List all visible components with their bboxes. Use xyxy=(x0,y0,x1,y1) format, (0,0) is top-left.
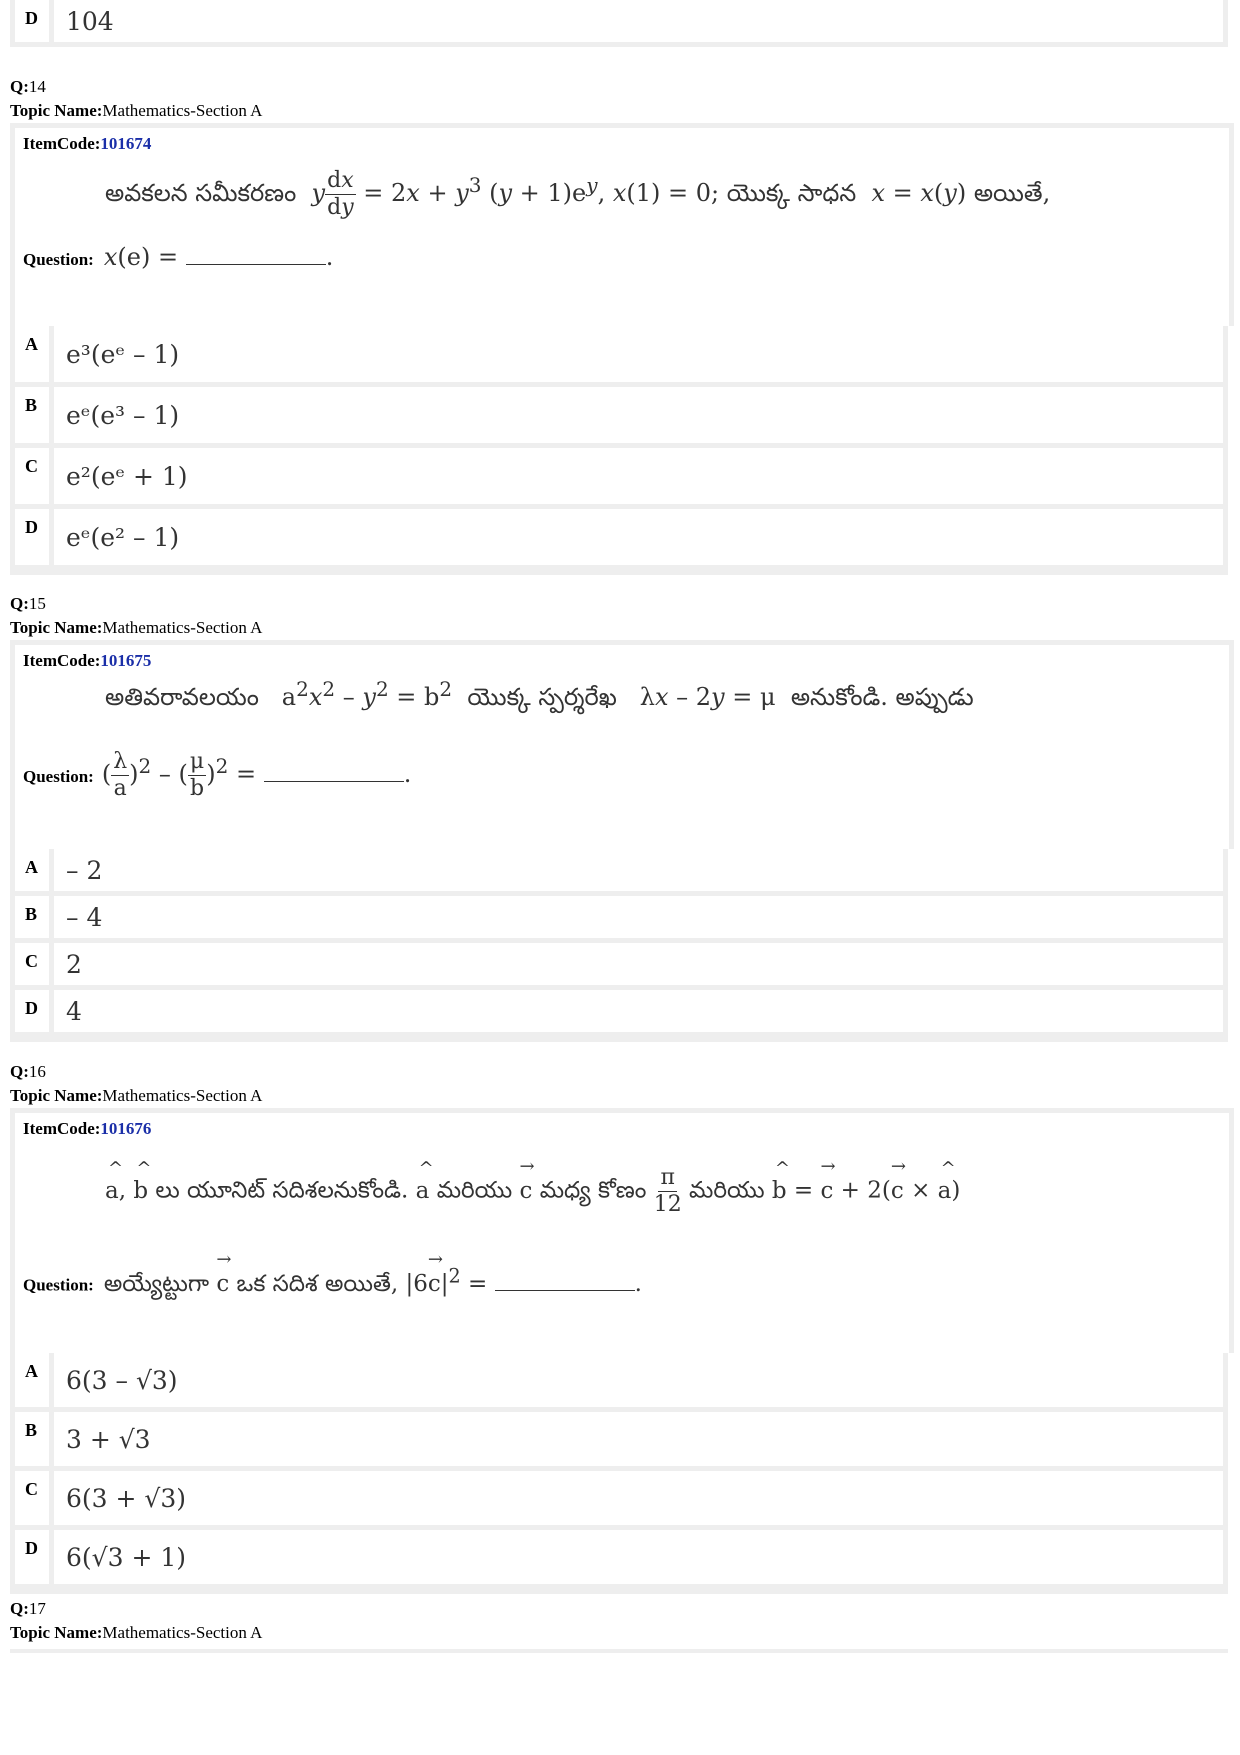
option-row xyxy=(15,1525,1223,1589)
option-row xyxy=(15,1407,1223,1466)
option-letter: B xyxy=(15,387,54,443)
option-row xyxy=(15,326,1223,382)
option-text: 6(3 – √3) xyxy=(66,1365,178,1395)
prev-options xyxy=(10,0,1228,47)
option-letter: A xyxy=(15,326,54,382)
option-text: 6(√3 + 1) xyxy=(66,1542,186,1572)
question-number: 17 xyxy=(28,1599,46,1618)
item-code: ItemCode:101676 xyxy=(23,1119,152,1138)
option-text: – 2 xyxy=(66,855,103,885)
option-row xyxy=(15,849,1223,891)
question-header: Q:16 Topic Name:Mathematics-Section A xyxy=(10,1062,263,1105)
option-letter: C xyxy=(15,1471,54,1525)
option-row xyxy=(15,1353,1223,1407)
option-letter: B xyxy=(15,1412,54,1466)
question-number: 14 xyxy=(28,77,46,96)
option-letter: D xyxy=(15,990,54,1032)
option-text: 4 xyxy=(66,996,82,1026)
question-15 xyxy=(10,592,1228,1042)
option-letter: C xyxy=(15,943,54,985)
question-number: 16 xyxy=(28,1062,46,1081)
option-row xyxy=(15,985,1223,1037)
option-letter: D xyxy=(15,0,54,42)
question-16 xyxy=(10,1060,1228,1594)
question-number: 15 xyxy=(28,594,46,613)
option-row xyxy=(15,938,1223,985)
topic-name: Mathematics-Section A xyxy=(102,1623,263,1642)
option-row xyxy=(15,891,1223,938)
topic-name: Mathematics-Section A xyxy=(102,618,263,637)
question-header: Q:14 Topic Name:Mathematics-Section A xyxy=(10,77,263,120)
question-box: ItemCode:101676 ^ a, ^ b లు యూనిట్ సదిశలనుకోండి. ^ a మరియు → c మధ్య కోణం $\frac{\pi}{12}$ మరియు ^ b = → c + 2(→ c × ^ a) Question: అయ్యేట్టుగా → c ఒక సదిశ అయితే, $|6\to c|^2$ = . xyxy=(10,1108,1234,1353)
option-letter: B xyxy=(15,896,54,938)
item-code: ItemCode:101675 xyxy=(23,651,152,670)
option-row xyxy=(15,382,1223,443)
option-row xyxy=(15,1466,1223,1525)
option-text: eᵉ(e² – 1) xyxy=(66,522,180,552)
divider xyxy=(10,1649,1228,1653)
option-letter: D xyxy=(15,1530,54,1584)
topic-name: Mathematics-Section A xyxy=(102,101,263,120)
question-header: Q:17 Topic Name:Mathematics-Section A xyxy=(10,1599,263,1642)
question-box: ItemCode:101674 అవకలన సమీకరణం y $\frac{dx}{dy}$ = $2x + y^3$ $(y + 1)e^y$, x(1) = 0; యొక్క సాధన x = x(y) అయితే, Question: x(e) = . xyxy=(10,123,1234,326)
option-letter: C xyxy=(15,448,54,504)
option-text: – 4 xyxy=(66,902,103,932)
question-14 xyxy=(10,75,1228,575)
question-text: ^ a, ^ b లు యూనిట్ సదిశలనుకోండి. ^ a మరియు → c మధ్య కోణం $\frac{\pi}{12}$ మరియు ^ b = → c + 2(→ c × ^ a) xyxy=(23,1165,1221,1218)
option-text: 3 + √3 xyxy=(66,1424,151,1454)
option-text: 6(3 + √3) xyxy=(66,1483,186,1513)
question-text: అవకలన సమీకరణం y $\frac{dx}{dy}$ = $2x + y^3$ $(y + 1)e^y$, x(1) = 0; యొక్క సాధన x = x(y) అయితే, xyxy=(105,168,1051,220)
question-box: ItemCode:101675 అతివరావలయం $a^2x^2 - y^2 = b^2$ యొక్క స్పర్శరేఖ λx – 2y = μ అనుకోండి. అప్పుడు Question: ( $\frac{\lambda}{a}$ )$^2$ – ( $\frac{\mu}{b}$ )$^2$ = . xyxy=(10,640,1234,849)
question-header: Q:15 Topic Name:Mathematics-Section A xyxy=(10,594,263,637)
options-table xyxy=(10,326,1228,575)
option-row xyxy=(15,504,1223,570)
option-letter: D xyxy=(15,509,54,565)
topic-name: Mathematics-Section A xyxy=(102,1086,263,1105)
option-letter: A xyxy=(15,1353,54,1407)
option-text: 2 xyxy=(66,949,82,979)
item-code: ItemCode:101674 xyxy=(23,134,152,153)
option-row xyxy=(15,0,1223,42)
options-table xyxy=(10,849,1228,1042)
option-text: e²(eᵉ + 1) xyxy=(66,461,188,491)
option-text: 104 xyxy=(66,6,114,36)
option-row xyxy=(15,443,1223,504)
option-text: e³(eᵉ – 1) xyxy=(66,339,180,369)
option-letter: A xyxy=(15,849,54,891)
options-table xyxy=(10,1353,1228,1594)
option-text: eᵉ(e³ – 1) xyxy=(66,400,180,430)
question-17 xyxy=(10,1597,1228,1653)
question-text: అతివరావలయం $a^2x^2 - y^2 = b^2$ యొక్క స్పర్శరేఖ λx – 2y = μ అనుకోండి. అప్పుడు xyxy=(105,677,974,711)
